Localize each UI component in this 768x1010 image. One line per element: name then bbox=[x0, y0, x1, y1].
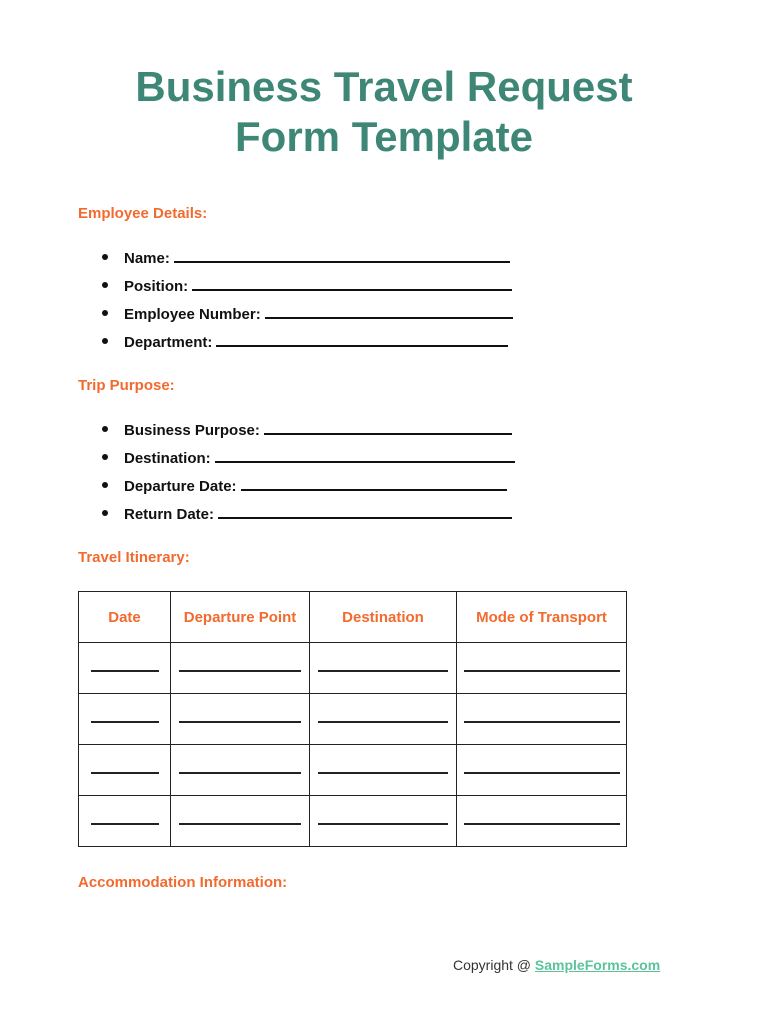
blank-line bbox=[179, 662, 301, 672]
accommodation-heading: Accommodation Information: bbox=[78, 874, 288, 891]
date-cell[interactable] bbox=[79, 643, 171, 694]
bullet-icon bbox=[102, 254, 108, 260]
mode-of-transport-cell[interactable] bbox=[457, 745, 627, 796]
departure-point-cell[interactable] bbox=[171, 694, 310, 745]
table-row bbox=[79, 694, 627, 745]
date-cell[interactable] bbox=[79, 796, 171, 847]
return-date-input-line[interactable] bbox=[218, 504, 512, 519]
field-return-date bbox=[100, 504, 515, 532]
blank-line bbox=[464, 764, 620, 774]
destination-cell[interactable] bbox=[310, 694, 457, 745]
blank-line bbox=[464, 713, 620, 723]
bullet-icon bbox=[102, 282, 108, 288]
blank-line bbox=[179, 815, 301, 825]
field-departure-date bbox=[100, 476, 515, 504]
bullet-icon bbox=[102, 426, 108, 432]
table-row bbox=[79, 796, 627, 847]
date-cell[interactable] bbox=[79, 745, 171, 796]
department-input-line[interactable] bbox=[216, 332, 508, 347]
field-destination bbox=[100, 448, 515, 476]
field-label: Employee Number: bbox=[124, 306, 261, 323]
destination-cell[interactable] bbox=[310, 745, 457, 796]
field-label: Return Date: bbox=[124, 506, 215, 523]
trip-purpose-list bbox=[100, 420, 515, 532]
table-row bbox=[79, 643, 627, 694]
blank-line bbox=[464, 662, 620, 672]
mode-of-transport-cell[interactable] bbox=[457, 694, 627, 745]
blank-line bbox=[318, 764, 448, 774]
blank-line bbox=[318, 815, 448, 825]
column-header-mode-of-transport: Mode of Transport bbox=[457, 592, 627, 643]
field-label: Destination: bbox=[124, 450, 211, 467]
brand-link[interactable]: SampleForms.com bbox=[534, 957, 661, 973]
field-department bbox=[100, 332, 513, 360]
field-label: Departure Date: bbox=[124, 478, 237, 495]
table-header-row bbox=[79, 592, 627, 643]
employee-details-heading: Employee Details: bbox=[78, 205, 208, 222]
bullet-icon bbox=[102, 338, 108, 344]
copyright-prefix: Copyright @ bbox=[453, 957, 535, 973]
field-label: Department: bbox=[124, 334, 213, 351]
blank-line bbox=[179, 764, 301, 774]
blank-line bbox=[91, 713, 159, 723]
field-label: Position: bbox=[124, 278, 189, 295]
trip-purpose-heading: Trip Purpose: bbox=[78, 377, 175, 394]
copyright-footer bbox=[453, 957, 660, 973]
departure-point-cell[interactable] bbox=[171, 796, 310, 847]
title-line-2: Form Template bbox=[235, 113, 533, 160]
column-header-departure-point: Departure Point bbox=[171, 592, 310, 643]
bullet-icon bbox=[102, 482, 108, 488]
itinerary-table bbox=[78, 591, 627, 847]
destination-input-line[interactable] bbox=[215, 448, 515, 463]
page-title bbox=[0, 62, 768, 162]
departure-point-cell[interactable] bbox=[171, 745, 310, 796]
blank-line bbox=[318, 713, 448, 723]
blank-line bbox=[464, 815, 620, 825]
destination-cell[interactable] bbox=[310, 643, 457, 694]
field-position bbox=[100, 276, 513, 304]
position-input-line[interactable] bbox=[192, 276, 512, 291]
field-name bbox=[100, 248, 513, 276]
blank-line bbox=[91, 815, 159, 825]
table-row bbox=[79, 745, 627, 796]
column-header-date: Date bbox=[79, 592, 171, 643]
field-business-purpose bbox=[100, 420, 515, 448]
field-label: Business Purpose: bbox=[124, 422, 260, 439]
blank-line bbox=[91, 764, 159, 774]
employee-number-input-line[interactable] bbox=[265, 304, 513, 319]
travel-itinerary-heading: Travel Itinerary: bbox=[78, 549, 190, 566]
business-purpose-input-line[interactable] bbox=[264, 420, 512, 435]
blank-line bbox=[318, 662, 448, 672]
destination-cell[interactable] bbox=[310, 796, 457, 847]
employee-details-list bbox=[100, 248, 513, 360]
departure-date-input-line[interactable] bbox=[241, 476, 507, 491]
column-header-destination: Destination bbox=[310, 592, 457, 643]
title-line-1: Business Travel Request bbox=[135, 63, 633, 110]
name-input-line[interactable] bbox=[174, 248, 510, 263]
bullet-icon bbox=[102, 510, 108, 516]
blank-line bbox=[91, 662, 159, 672]
blank-line bbox=[179, 713, 301, 723]
mode-of-transport-cell[interactable] bbox=[457, 796, 627, 847]
date-cell[interactable] bbox=[79, 694, 171, 745]
field-label: Name: bbox=[124, 250, 170, 267]
mode-of-transport-cell[interactable] bbox=[457, 643, 627, 694]
bullet-icon bbox=[102, 454, 108, 460]
departure-point-cell[interactable] bbox=[171, 643, 310, 694]
field-employee-number bbox=[100, 304, 513, 332]
bullet-icon bbox=[102, 310, 108, 316]
